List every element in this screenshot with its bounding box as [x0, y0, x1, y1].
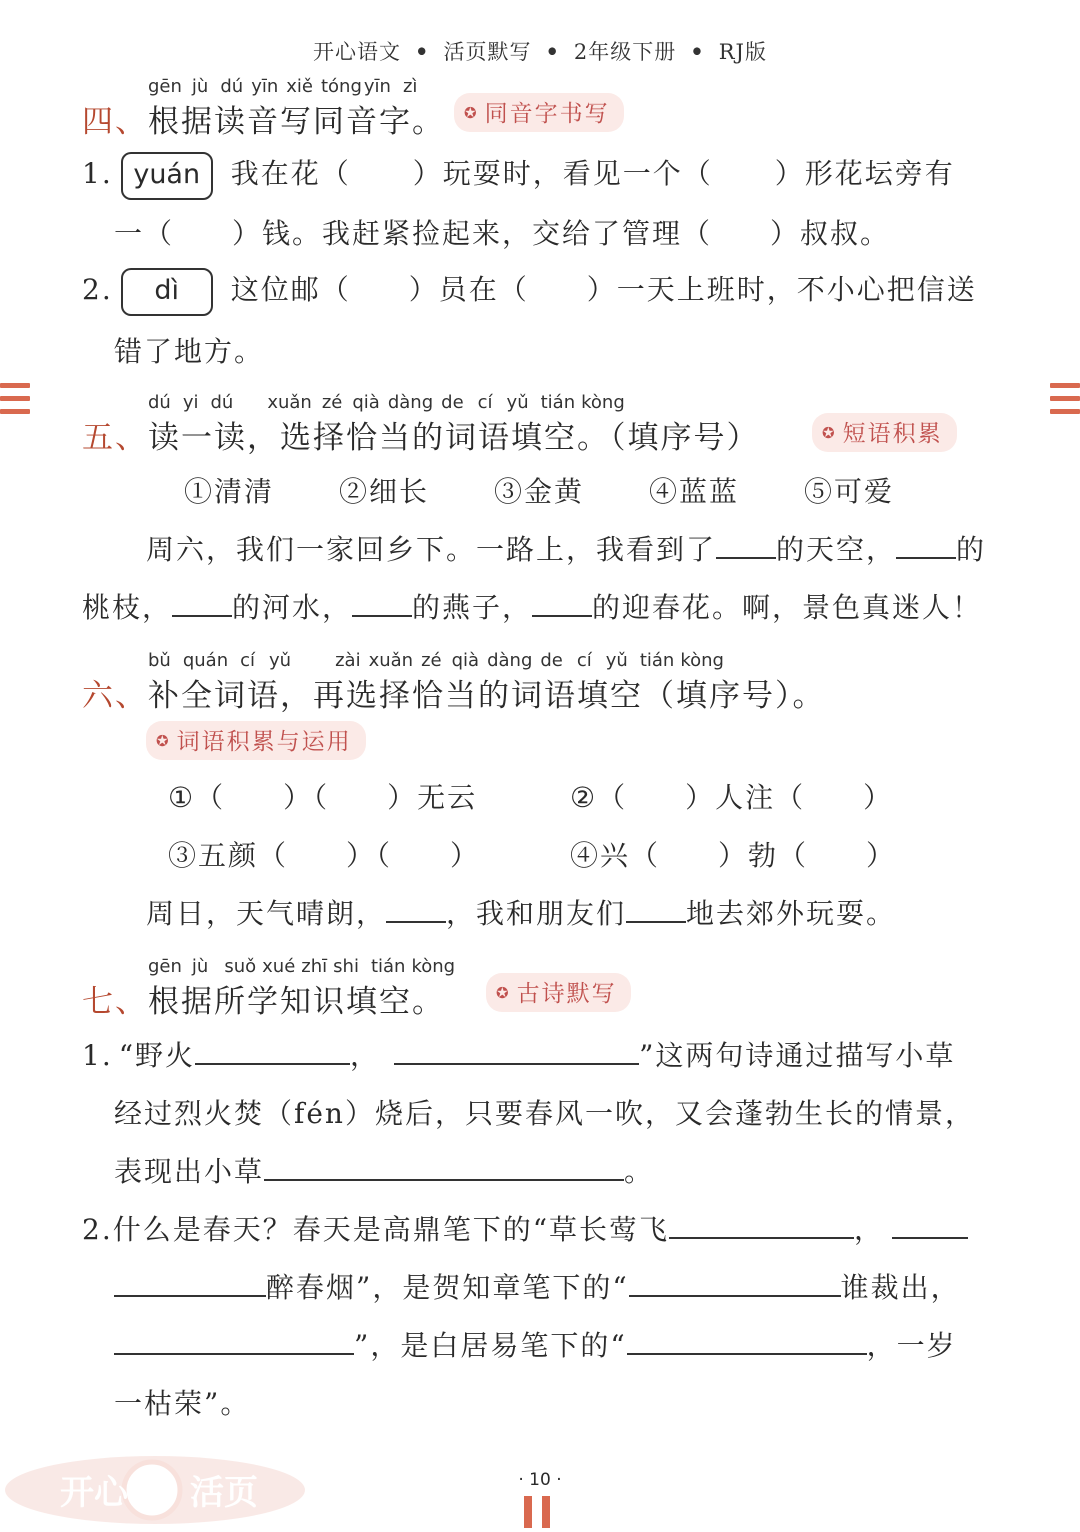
answer-blank[interactable] — [629, 1271, 841, 1297]
option-item: ③金黄 — [494, 475, 585, 508]
answer-blank[interactable] — [386, 897, 446, 923]
s7-q2-line1: 2.什么是春天？春天是高鼎笔下的“草长莺飞 ， — [82, 1208, 968, 1248]
left-margin-mark — [0, 383, 30, 415]
s7-q2-line2: 醉春烟”，是贺知章笔下的“ 谁裁出， — [114, 1266, 961, 1306]
answer-blank[interactable] — [195, 1039, 350, 1065]
option-item: ④蓝蓝 — [649, 475, 740, 508]
pinyin-box: dì — [121, 268, 213, 316]
gear-bullet-icon: ✪ — [496, 984, 511, 1002]
s6-para: 周日，天气晴朗， ，我和朋友们 地去郊外玩耍。 — [146, 897, 897, 930]
answer-blank[interactable] — [532, 591, 592, 617]
header-dot: • — [690, 39, 705, 64]
s5-options — [184, 470, 894, 510]
pinyin-box: yuán — [121, 152, 213, 200]
gear-bullet-icon: ✪ — [156, 732, 171, 750]
answer-blank[interactable] — [394, 1039, 639, 1065]
section-title: 补全词语，再选择恰当的词语填空（填序号）。 — [148, 678, 826, 714]
header-dot: • — [545, 39, 560, 64]
s4-pinyin: gēn jù dú yīn xiě tóng yīn zì — [148, 76, 418, 97]
section-6-heading — [82, 670, 826, 715]
svg-text:开心: 开心 — [60, 1473, 128, 1513]
section-4-heading — [82, 96, 445, 141]
s6-word-4: ④兴（ ）勃（ ） — [570, 839, 897, 872]
header-dot: • — [415, 39, 430, 64]
section-title: 读一读，选择恰当的词语填空。（填序号） — [148, 420, 760, 456]
answer-blank[interactable] — [352, 591, 412, 617]
s5-pinyin: dú yi dú xuǎn zé qià dàng de cí yǔ tián kòng — [148, 392, 625, 413]
header-book: 开心语文 — [313, 40, 402, 64]
answer-blank[interactable] — [626, 897, 686, 923]
header-grade: 2年级下册 — [573, 40, 677, 64]
option-item: ①清清 — [184, 475, 275, 508]
answer-blank[interactable] — [896, 533, 956, 559]
s4-q2-line1: 2. dì 这位邮（ ）员在（ ）一天上班时，不小心把信送 — [82, 268, 977, 316]
section-7-heading — [82, 976, 445, 1021]
s7-q1-line3: 表现出小草 。 — [114, 1155, 655, 1188]
s7-q2-line4: 一枯荣”。 — [114, 1387, 251, 1420]
s4-q2-line2: 错了地方。 — [114, 335, 265, 368]
s7-q1-line1: 1. “野火 ， ”这两句诗通过描写小草 — [82, 1039, 956, 1072]
section-7-tag: ✪ 古诗默写 — [486, 973, 631, 1012]
bottom-edge-mark — [524, 1496, 558, 1528]
section-4-tag: ✪ 同音字书写 — [454, 93, 624, 132]
brand-watermark-logo — [0, 1452, 310, 1528]
s6-word-3: ③五颜（ ）（ ） — [168, 839, 481, 872]
answer-blank[interactable] — [172, 591, 232, 617]
s6-word-2: ②（ ）人注（ ） — [570, 781, 894, 814]
section-number: 四、 — [82, 104, 148, 140]
header-type: 活页默写 — [443, 40, 532, 64]
section-number: 六、 — [82, 678, 148, 714]
s4-q1-line2: 一（ ）钱。我赶紧捡起来，交给了管理（ ）叔叔。 — [114, 217, 891, 250]
gear-bullet-icon: ✪ — [822, 424, 837, 442]
s5-para-line2: 桃枝， 的河水， 的燕子， 的迎春花。啊，景色真迷人！ — [82, 591, 983, 624]
option-item: ⑤可爱 — [804, 475, 895, 508]
right-margin-mark — [1050, 383, 1080, 415]
section-6-tag: ✪ 词语积累与运用 — [146, 721, 366, 760]
s5-para-line1: 周六，我们一家回乡下。一路上，我看到了 的天空， 的 — [146, 533, 987, 566]
answer-blank[interactable] — [669, 1213, 854, 1239]
section-number: 七、 — [82, 984, 148, 1020]
svg-text:活页: 活页 — [190, 1473, 258, 1513]
section-5-heading — [82, 412, 760, 457]
answer-blank[interactable] — [264, 1155, 624, 1181]
gear-bullet-icon: ✪ — [464, 104, 479, 122]
answer-blank[interactable] — [716, 533, 776, 559]
answer-blank[interactable] — [627, 1329, 867, 1355]
section-5-tag: ✪ 短语积累 — [812, 413, 957, 452]
option-item: ②细长 — [339, 475, 430, 508]
page-number: · 10 · — [518, 1470, 562, 1490]
running-header — [0, 36, 1080, 66]
s4-q1-line1: 1. yuán 我在花（ ）玩耍时，看见一个（ ）形花坛旁有 — [82, 152, 955, 200]
section-title: 根据读音写同音字。 — [148, 104, 445, 140]
s7-q2-line3: ”，是白居易笔下的“ ，一岁 — [114, 1324, 957, 1364]
s7-pinyin: gēn jù suǒ xué zhī shi tián kòng — [148, 956, 456, 977]
section-title: 根据所学知识填空。 — [148, 984, 445, 1020]
answer-blank[interactable] — [114, 1329, 354, 1355]
answer-blank[interactable] — [114, 1271, 266, 1297]
s7-q1-line2: 经过烈火焚（fén）烧后，只要春风一吹，又会蓬勃生长的情景， — [114, 1097, 975, 1130]
s6-word-1: ①（ ）（ ）无云 — [168, 781, 478, 814]
section-number: 五、 — [82, 420, 148, 456]
s6-pinyin: bǔ quán cí yǔ zài xuǎn zé qià dàng de cí yǔ tián kòng — [148, 650, 724, 671]
header-edition: RJ版 — [718, 40, 767, 64]
answer-blank[interactable] — [892, 1213, 968, 1239]
